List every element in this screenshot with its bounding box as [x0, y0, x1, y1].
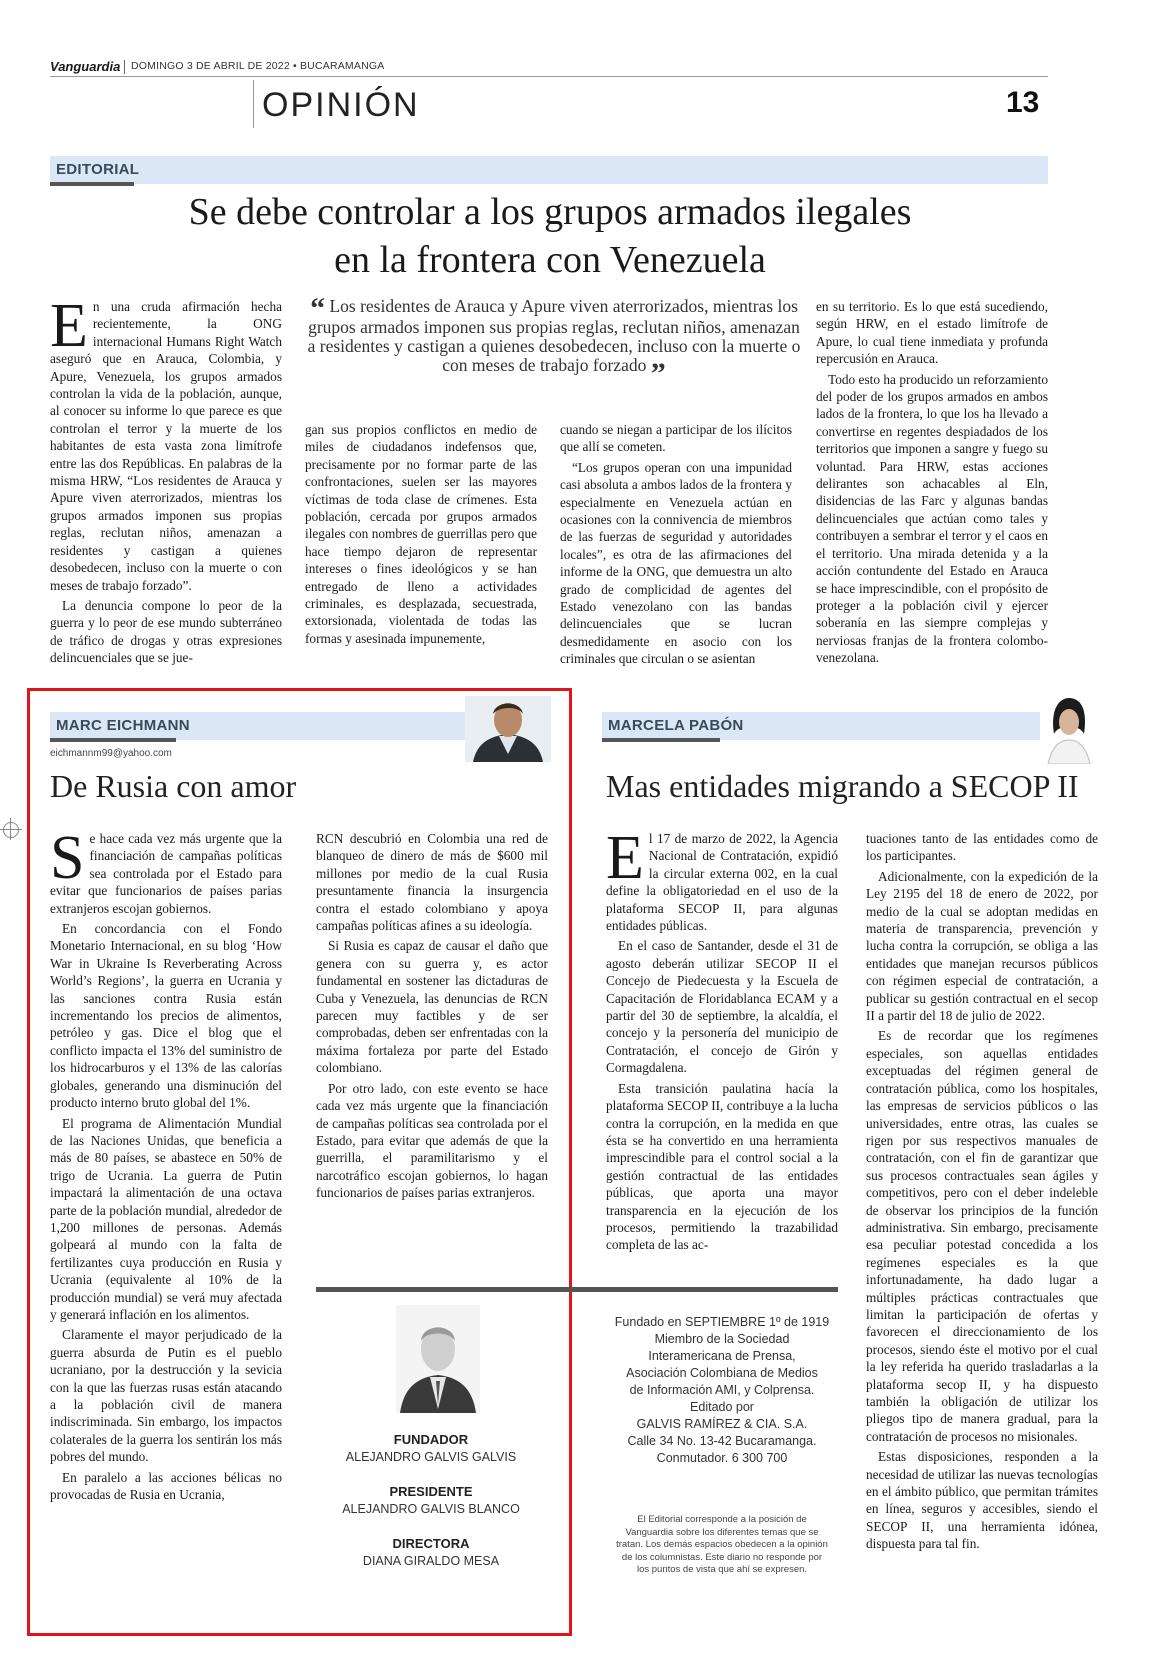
- info-line: GALVIS RAMÍREZ & CIA. S.A.: [636, 1417, 808, 1431]
- paragraph: Todo esto ha producido un reforzamiento del poder de los grupos armados en ambos lados de la frontera, lo que los ha llevado a convertirse en regentes despiadados de los territorios que imponen a sangre y fuego su voluntad. Para HRW, estas acciones delirantes son achacables al Eln, disidencias de las Farc y algunas bandas delincuenciales que actúan como tales y contribuyen a sembrar el terror y el caos en el territorio. Una mirada detenida y a la acción contundente del Estado en Arauca se hace imprescindible, con el propósito de proteger a la población civil y ejercer soberanía en las siempre complejas y nerviosas franjas de la frontera colombo-venezolana.: [816, 371, 1048, 666]
- info-line: Fundado en SEPTIEMBRE 1º de 1919: [614, 1315, 830, 1329]
- left-headline: De Rusia con amor: [50, 768, 297, 804]
- paragraph: Esta transición paulatina hacía la plataforma SECOP II, contribuye a la lucha contra la corrupción, en la medida en que ésta se ha convertido en una herramienta imprescindible para el control social a la gestión contractual de las entidades públicas, que aporta una mayor transparencia en la ejecución de los procesos, permitiendo la trazabilidad completa de las ac-: [606, 1080, 838, 1253]
- author-photo: [465, 696, 551, 762]
- close-quote-icon: ”: [650, 357, 666, 390]
- paragraph: tuaciones tanto de las entidades como de los participantes.: [866, 831, 1098, 864]
- editorial-headline-line1: Se debe controlar a los grupos armados ilegales: [188, 191, 912, 233]
- paragraph: La denuncia compone lo peor de la guerra y lo peor de ese mundo subterráneo de tráfico de drogas y otras expresiones delincuenciales que se jue-: [50, 597, 282, 666]
- editorial-dropcap: E: [50, 292, 88, 360]
- paragraph: En paralelo a las acciones bélicas no provocadas de Rusia en Ucrania,: [50, 1469, 282, 1503]
- editorial-headline-line2: en la frontera con Venezuela: [334, 239, 766, 281]
- presidente-label: PRESIDENTE: [389, 1484, 473, 1499]
- fundador-name: ALEJANDRO GALVIS GALVIS: [345, 1450, 517, 1464]
- directora-name: DIANA GIRALDO MESA: [362, 1554, 500, 1568]
- dateline: DOMINGO 3 DE ABRIL DE 2022 • BUCARAMANGA: [131, 60, 385, 72]
- paragraph: Si Rusia es capaz de causar el daño que genera con su guerra y, es actor fundamental en sostener las dictaduras de Cuba y Venezuela, las denuncias de RCN parecen muy factibles y de ser comprobadas, deben ser enfrentadas con la máxima fortaleza por parte del Estado colombiano.: [316, 938, 548, 1076]
- masthead-info: [606, 1314, 838, 1467]
- paragraph: RCN descubrió en Colombia una red de blanqueo de dinero de más de $600 mil millones por medio de la cual Rusia presuntamente financia la insurgencia contra el estado colombiano y apoya campañas políticas afines a su ideología.: [316, 831, 548, 934]
- info-line: Editado por: [690, 1400, 754, 1414]
- directora-label: DIRECTORA: [392, 1536, 470, 1551]
- pullquote-text: Los residentes de Arauca y Apure viven aterrorizados, mientras los grupos armados imponen sus propias reglas, reclutan niños, amenazan a residentes y castigan a quienes desobedecen, incluso con la muerte o con meses de trabajo forzado: [307, 296, 801, 375]
- paragraph: gan sus propios conflictos en medio de miles de ciudadanos indefensos que, precisamente por no formar parte de las confrontaciones, suelen ser las mayores víctimas de toda clase de crímenes. Esta población, cercada por grupos armados ilegales con nombres de guerrillas pero que hace tiempo dejaron de representar intereses o fines ideológicos y se han entregado de lleno a actividades criminales, es desplazada, secuestrada, extorsionada, violentada de todas las formas y asesinada impunemente,: [305, 422, 537, 646]
- paragraph: en su territorio. Es lo que está sucediendo, según HRW, en el estado limítrofe de Apure, lo cual tiene inmediata y profunda repercusión en Arauca.: [816, 299, 1048, 367]
- right-column-2: [866, 830, 1098, 1556]
- paragraph: Estas disposiciones, responden a la necesidad de utilizar las nuevas tecnologías en el ámbito público, que permitan trámites en línea, seguros y accesibles, siendo el SECOP II, una herramienta idónea, dispuesta para tal fin.: [866, 1449, 1098, 1552]
- right-author-name: MARCELA PABÓN: [608, 717, 744, 734]
- editorial-tag-underline: [50, 182, 134, 186]
- paragraph: Adicionalmente, con la expedición de la Ley 2195 del 18 de enero de 2022, por medio de la cual se adoptan medidas en materia de transparencia, prevención y lucha contra la corrupción, se obliga a las entidades que manejan recursos públicos con régimen especial de contratación, a publicar su gestión contractual en el secop II a partir del 18 de julio de 2022.: [866, 868, 1098, 1024]
- left-author-underline: [50, 738, 176, 742]
- header-rule: [50, 76, 1048, 77]
- info-line: de Información AMI, y Colprensa.: [629, 1383, 815, 1397]
- header-divider: [124, 60, 125, 74]
- paragraph: cuando se niegan a participar de los ilícitos que allí se cometen.: [560, 422, 792, 455]
- founder-photo: [396, 1305, 480, 1413]
- author-photo: [1040, 694, 1098, 764]
- paragraph: e hace cada vez más urgente que la financiación de campañas políticas sea controlada por el Estado para evitar que funcionarios de países parias extranjeros escojan gobiernos.: [50, 831, 282, 916]
- right-headline: Mas entidades migrando a SECOP II: [606, 768, 1079, 804]
- masthead-rule: [316, 1287, 838, 1292]
- info-line: Interamericana de Prensa,: [648, 1349, 796, 1363]
- left-column-1: [50, 824, 282, 1506]
- paragraph: Es de recordar que los regímenes especiales, son aquellas entidades exceptuadas del régimen general de contratación pública, como los hospitales, las empresas de servicios públicos o las universidades, entre otras, las cuales se rigen por sus respectivos manuales de contratación, con el fin de garantizar que sus procesos contractuales sean ágiles y competitivos, pero con el deber indeleble de observar los principios de la función administrativa. Sin embargo, precisamente esa peculiar potestad concedida a los regímenes especiales es la que infortunadamente, ha dado lugar a múltiples prácticas contractuales que limitan la participación de ofertas y favorecen el direccionamiento de los procesos, siendo éste el motivo por el cual la ley referida ha querido trasladarlas a la plataforma secop II, y ha dispuesto también la obligación de utilizar los pliegos tipo de manera gradual, para la contratación de procesos no misionales.: [866, 1028, 1098, 1444]
- section-title: OPINIÓN: [262, 86, 420, 124]
- left-author-name: MARC EICHMANN: [56, 717, 190, 734]
- brand-logo: Vanguardia: [50, 59, 121, 74]
- editorial-column-4: [816, 298, 1048, 670]
- registration-mark-v: [10, 818, 11, 840]
- left-column-2: [316, 830, 548, 1205]
- info-line: Conmutador. 6 300 700: [656, 1451, 788, 1465]
- paragraph: El programa de Alimentación Mundial de las Naciones Unidas, que beneficia a más de 80 países, se abastece en 50% de trigo de Ucrania. La guerra de Putin impactará la alimentación de una octava parte de la población mundial, alrededor de 1,200 millones de personas. Además golpeará al mundo con la falta de fertilizantes cuya producción en Rusia y Ucrania (equivalente al 10% de la producción mundial) se verá muy afectada y generará inflación en los alimentos.: [50, 1115, 282, 1322]
- editorial-column-3: [560, 421, 792, 671]
- info-line: Asociación Colombiana de Medios: [626, 1366, 818, 1380]
- editorial-pullquote: [305, 292, 803, 390]
- editorial-column-1: [50, 292, 282, 670]
- fundador-label: FUNDADOR: [393, 1432, 469, 1447]
- right-dropcap: E: [606, 824, 644, 892]
- left-dropcap: S: [50, 824, 85, 892]
- section-divider: [253, 80, 254, 128]
- paragraph: En el caso de Santander, desde el 31 de agosto deberán utilizar SECOP II el Concejo de Piedecuesta y la Escuela de Capacitación de Floridablanca ECAM y a partir del 30 de septiembre, la alcaldía, el concejo y la personería del municipio de Contratación, el concejo de Girón y Cormagdalena.: [606, 938, 838, 1076]
- editorial-band: [50, 156, 1048, 184]
- registration-mark-h: [0, 829, 22, 830]
- open-quote-icon: “: [310, 292, 326, 325]
- paragraph: Claramente el mayor perjudicado de la guerra absurda de Putin es el pueblo ucraniano, por la destrucción y la sevicia con la que las fuerzas rusas están atacando a la población civil de manera indiscriminada. Sin embargo, los impactos colaterales de la guerra los sentirán los más pobres del mundo.: [50, 1327, 282, 1465]
- paragraph: En concordancia con el Fondo Monetario Internacional, en su blog ‘How War in Ukraine Is Reverberating Across World’s Regions’, la guerra en Ucrania y las sanciones contra Rusia están incrementando los precios de alimentos, petróleo y gas. Dice el blog que el conflicto impacta el 13% del suministro de los hidrocarburos y el 13% de las calorías globales, generando una disminución del producto interno bruto global del 1%.: [50, 921, 282, 1111]
- right-author-underline: [602, 738, 720, 742]
- right-column-1: [606, 824, 838, 1257]
- registration-mark-icon: [3, 822, 19, 838]
- left-author-email: eichmannm99@yahoo.com: [50, 748, 172, 759]
- page-number: 13: [1006, 86, 1040, 119]
- presidente-name: ALEJANDRO GALVIS BLANCO: [342, 1502, 520, 1516]
- info-line: Calle 34 No. 13-42 Bucaramanga.: [627, 1434, 817, 1448]
- paragraph: “Los grupos operan con una impunidad casi absoluta a ambos lados de la frontera y especialmente en Venezuela actúan en ocasiones con la connivencia de miembros de las fuerzas de seguridad y autoridades locales”, es otra de las afirmaciones del informe de la ONG, que demuestra un alto grado de complicidad de agentes del Estado venezolano con las bandas delincuenciales que se lucran desmedidamente en asocio con los criminales que circulan o se asientan: [560, 459, 792, 667]
- editorial-tag: EDITORIAL: [56, 161, 140, 178]
- paragraph: l 17 de marzo de 2022, la Agencia Nacional de Contratación, expidió la circular externa 002, en la cual define la obligatoriedad en el uso de la plataforma SECOP II, para algunas entidades públicas.: [606, 831, 838, 934]
- info-line: Miembro de la Sociedad: [654, 1332, 790, 1346]
- masthead-disclaimer: El Editorial corresponde a la posición de Vanguardia sobre los diferentes temas que se tratan. Los demás espacios obedecen a la opinión de los columnistas. Este diario no responde por los puntos de vista que ahí se expresen.: [616, 1514, 828, 1575]
- paragraph: n una cruda afirmación hecha recientemente, la ONG internacional Humans Right Watch aseguró que en Arauca, Colombia, y Apure, Venezuela, los grupos armados controlan la vida de la población, aunque, al conocer su informe lo que parece es que controlan el terror y la muerte de los habitantes de esta vasta zona limítrofe entre las dos Repúblicas. En palabras de la misma HRW, “Los residentes de Arauca y Apure viven aterrorizados, mientras los grupos armados imponen sus propias reglas, reclutan niños, amenazan a residentes y castigan a quienes desobedecen, incluso con la muerte o con meses de trabajo forzado”.: [50, 299, 282, 593]
- paragraph: Por otro lado, con este evento se hace cada vez más urgente que la financiación de campañas políticas sea controlada por el Estado, para evitar que además de que la guerrilla, el paramilitarismo y el narcotráfico escojan gobiernos, lo hagan funcionarios de países parias extranjeros.: [316, 1080, 548, 1201]
- editorial-column-2: [305, 421, 537, 650]
